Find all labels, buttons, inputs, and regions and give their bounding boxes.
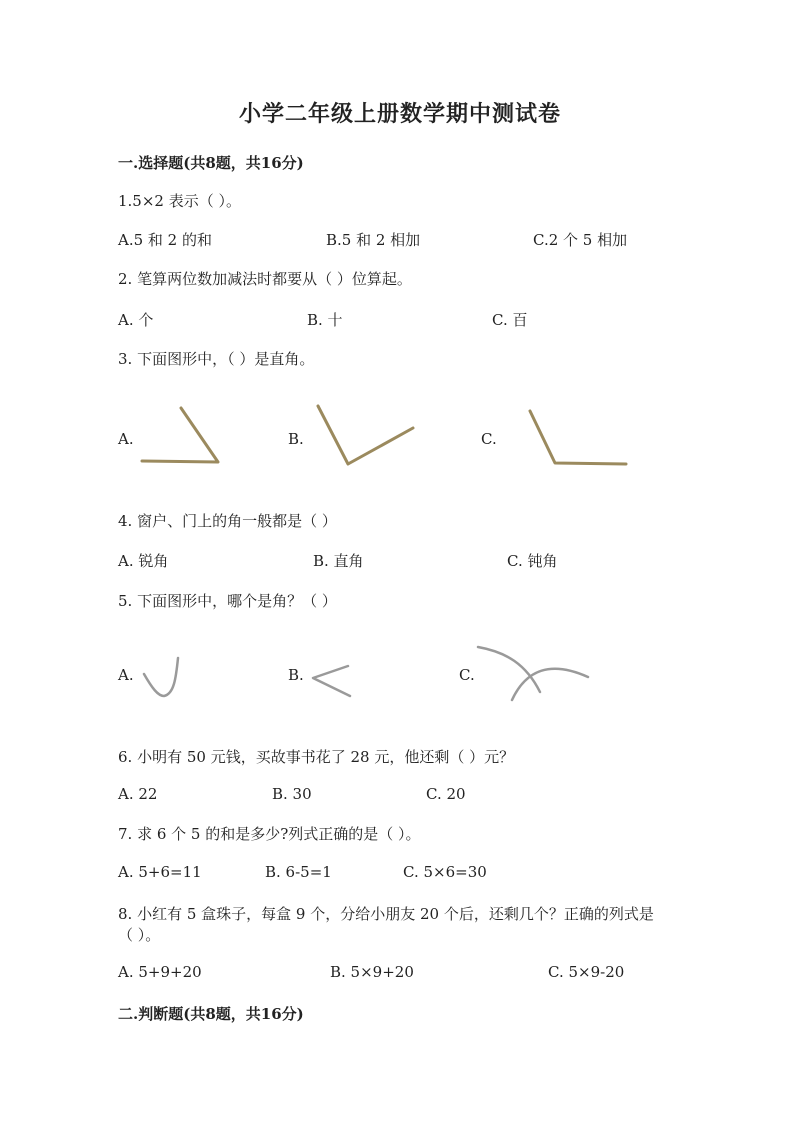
option-2c: C. 百	[492, 311, 528, 329]
angle-figure-3c	[524, 406, 634, 471]
option-3c: C.	[481, 430, 497, 448]
option-8a: A. 5+9+20	[118, 963, 202, 981]
option-1b: B.5 和 2 相加	[326, 231, 421, 249]
angle-figure-3b	[310, 400, 420, 470]
option-2b: B. 十	[307, 311, 343, 329]
option-6a: A. 22	[118, 785, 158, 803]
section-heading-judgement: 二.判断题(共8题，共16分)	[118, 1005, 304, 1023]
question-3: 3. 下面图形中，（ ）是直角。	[118, 350, 315, 368]
option-7b: B. 6-5=1	[265, 863, 332, 881]
option-4c: C. 钝角	[507, 552, 558, 570]
angle-figure-5c	[476, 642, 596, 707]
page-title: 小学二年级上册数学期中测试卷	[238, 101, 561, 127]
option-3a: A.	[118, 430, 134, 448]
option-7a: A. 5+6=11	[118, 863, 202, 881]
option-8c: C. 5×9-20	[548, 963, 625, 981]
question-4: 4. 窗户、门上的角一般都是（ ）	[118, 512, 337, 530]
option-1a: A.5 和 2 的和	[118, 231, 212, 249]
option-3b: B.	[288, 430, 304, 448]
option-1c: C.2 个 5 相加	[533, 231, 628, 249]
option-5a: A.	[118, 666, 134, 684]
angle-figure-5b	[308, 660, 358, 700]
option-5c: C.	[459, 666, 475, 684]
question-8: 8. 小红有 5 盒珠子，每盒 9 个，分给小朋友 20 个后，还剩几个？正确的列式是	[118, 905, 654, 923]
option-5b: B.	[288, 666, 304, 684]
question-8-blank: （ ）。	[118, 926, 161, 944]
option-4b: B. 直角	[313, 552, 364, 570]
question-6: 6. 小明有 50 元钱，买故事书花了 28 元，他还剩（ ）元？	[118, 748, 515, 766]
option-2a: A. 个	[118, 311, 154, 329]
question-5: 5. 下面图形中，哪个是角？（ ）	[118, 592, 337, 610]
angle-figure-3a	[138, 400, 228, 470]
option-7c: C. 5×6=30	[403, 863, 487, 881]
angle-figure-5a	[138, 654, 188, 704]
option-4a: A. 锐角	[118, 552, 169, 570]
section-heading-choice: 一.选择题(共8题，共16分)	[118, 154, 304, 172]
option-8b: B. 5×9+20	[330, 963, 414, 981]
option-6c: C. 20	[426, 785, 466, 803]
question-2: 2. 笔算两位数加减法时都要从（ ）位算起。	[118, 270, 412, 288]
question-7: 7. 求 6 个 5 的和是多少?列式正确的是（ ）。	[118, 825, 421, 843]
option-6b: B. 30	[272, 785, 312, 803]
question-1: 1.5×2 表示（ ）。	[118, 192, 242, 210]
